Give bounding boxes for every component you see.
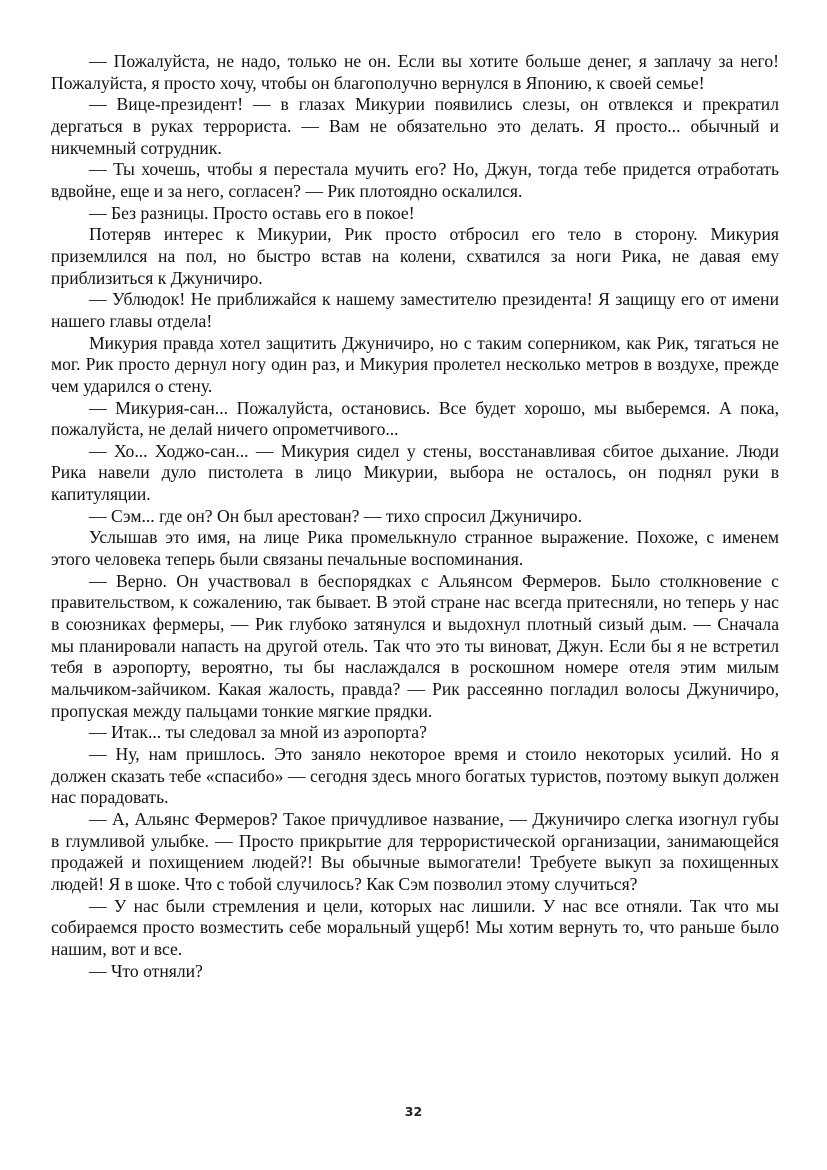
paragraph: — Сэм... где он? Он был арестован? — тихо спросил Джуничиро. [89,505,582,526]
paragraph: Потеряв интерес к Микурии, Рик просто отбросил его тело в сторону. Микурия приземлился на пол, но быстро встав на колени, схватился за ноги Рика, не давая ему приблизиться к Джуничиро. [51,224,779,288]
paragraph: — Микурия-сан... Пожалуйста, остановись. Все будет хорошо, мы выберемся. А пока, пожалуйста, не делай ничего опрометчивого... [51,397,779,440]
paragraph: — А, Альянс Фермеров? Такое причудливое название, — Джуничиро слегка изогнул губы в глумливой улыбке. — Просто прикрытие для террористической организации, занимающейся продажей и похищением людей?! Вы обычные вымогатели! Требуете выкуп за похищенных людей! Я в шоке. Что с тобой случилось? Как Сэм позволил этому случиться? [51,808,779,894]
paragraph: — Пожалуйста, не надо, только не он. Если вы хотите больше денег, я заплачу за него! Пожалуйста, я просто хочу, чтобы он благополучно вернулся в Японию, к своей семье! [51,51,779,93]
paragraph: — Ну, нам пришлось. Это заняло некоторое время и стоило некоторых усилий. Но я должен сказать тебе «спасибо» — сегодня здесь много богатых туристов, поэтому выкуп должен нас порадовать. [51,744,779,808]
paragraph: — Что отняли? [89,960,203,981]
paragraph: — Вице-президент! — в глазах Микурии появились слезы, он отвлекся и прекратил дергаться в руках террориста. — Вам не обязательно это делать. Я просто... обычный и никчемный сотрудник. [51,94,779,158]
paragraph: — Верно. Он участвовал в беспорядках с Альянсом Фермеров. Было столкновение с правительством, к сожалению, так бывает. В этой стране нас всегда притесняли, но теперь у нас в союзниках фермеры, — Рик глубоко затянулся и выдохнул плотный сизый дым. — Сначала мы планировали напасть на другой отель. Так что это ты виноват, Джун. Если бы я не встретил тебя в аэропорту, вероятно, ты бы наслаждался в роскошном номере отеля этим милым мальчиком-зайчиком. Какая жалость, правда? — Рик рассеянно погладил волосы Джуничиро, пропуская между пальцами тонкие мягкие прядки. [51,570,779,721]
paragraph: — Без разницы. Просто оставь его в покое! [89,202,415,223]
page-body [51,51,779,982]
page-number: 32 [404,1104,423,1119]
paragraph: — Ублюдок! Не приближайся к нашему заместителю президента! Я защищу его от имени нашего главы отдела! [51,289,779,331]
paragraph: Услышав это имя, на лице Рика промелькнуло странное выражение. Похоже, с именем этого человека теперь были связаны печальные воспоминания. [51,527,779,570]
paragraph: Микурия правда хотел защитить Джуничиро, но с таким соперником, как Рик, тягаться не мог. Рик просто дернул ногу один раз, и Микурия пролетел несколько метров в воздухе, прежде чем ударился о стену. [51,332,779,396]
paragraph: — Итак... ты следовал за мной из аэропорта? [89,722,427,743]
paragraph: — Хо... Ходжо-сан... — Микурия сидел у стены, восстанавливая сбитое дыхание. Люди Рика навели дуло пистолета в лицо Микурии, выбора не осталось, он поднял руки в капитуляции. [51,440,779,505]
paragraph: — У нас были стремления и цели, которых нас лишили. У нас все отняли. Так что мы собираемся просто возместить себе моральный ущерб! Мы хотим вернуть то, что раньше было нашим, вот и все. [51,895,779,959]
paragraph: — Ты хочешь, чтобы я перестала мучить его? Но, Джун, тогда тебе придется отработать вдвойне, еще и за него, согласен? — Рик плотоядно оскалился. [51,159,779,201]
